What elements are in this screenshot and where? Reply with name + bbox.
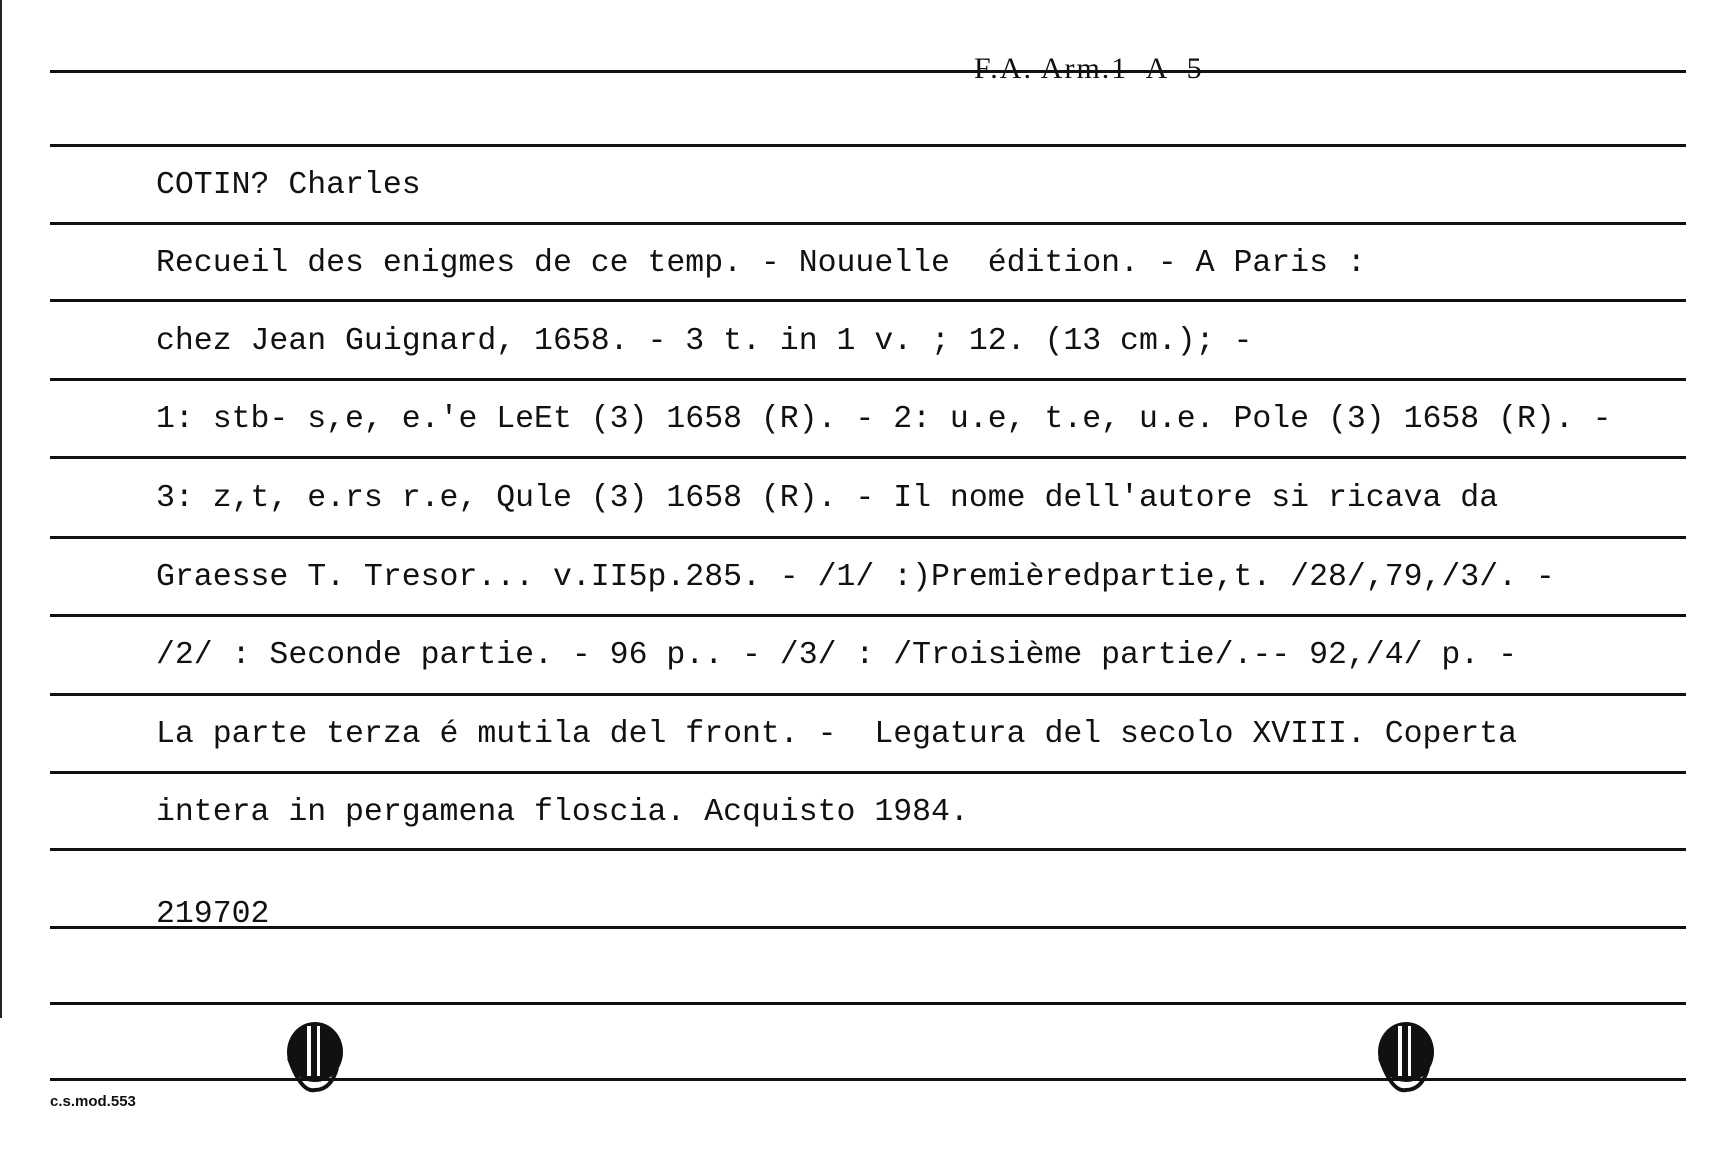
inventory-number: 219702: [156, 897, 270, 932]
fingerprint-note-line: 3: z,t, e.rs r.e, Qule (3) 1658 (R). - Il nome dell'autore si ricava da: [156, 481, 1499, 516]
card-edge: [0, 0, 2, 1018]
rule: [50, 299, 1686, 302]
rule: [50, 926, 1686, 929]
binding-line: intera in pergamena floscia. Acquisto 1984.: [156, 795, 969, 830]
rule: [50, 536, 1686, 539]
rule: [50, 848, 1686, 851]
fingerprint-line: 1: stb- s,e, e.'e LeEt (3) 1658 (R). - 2: u.e, t.e, u.e. Pole (3) 1658 (R). -: [156, 402, 1612, 437]
seal-icon: [281, 1018, 345, 1098]
reference-line: Graesse T. Tresor... v.II5p.285. - /1/ :)Premièredpartie,t. /28/,79,/3/. -: [156, 560, 1555, 595]
rule: [50, 771, 1686, 774]
rule: [50, 222, 1686, 225]
form-code: c.s.mod.553: [50, 1093, 136, 1110]
author-heading: COTIN? Charles: [156, 168, 421, 203]
rule: [50, 693, 1686, 696]
rule: [50, 1002, 1686, 1005]
note-line: La parte terza é mutila del front. - Legatura del secolo XVIII. Coperta: [156, 717, 1518, 752]
rule: [50, 70, 1686, 73]
seal-icon: [1372, 1018, 1436, 1098]
rule: [50, 144, 1686, 147]
imprint-line: chez Jean Guignard, 1658. - 3 t. in 1 v. ; 12. (13 cm.); -: [156, 324, 1253, 359]
collation-line: /2/ : Seconde partie. - 96 p.. - /3/ : /Troisième partie/.-- 92,/4/ p. -: [156, 638, 1518, 673]
rule: [50, 378, 1686, 381]
title-line: Recueil des enigmes de ce temp. - Nouuelle édition. - A Paris :: [156, 246, 1366, 281]
rule: [50, 456, 1686, 459]
shelfmark: F.A. Arm.1 A 5: [974, 52, 1204, 85]
rule: [50, 614, 1686, 617]
